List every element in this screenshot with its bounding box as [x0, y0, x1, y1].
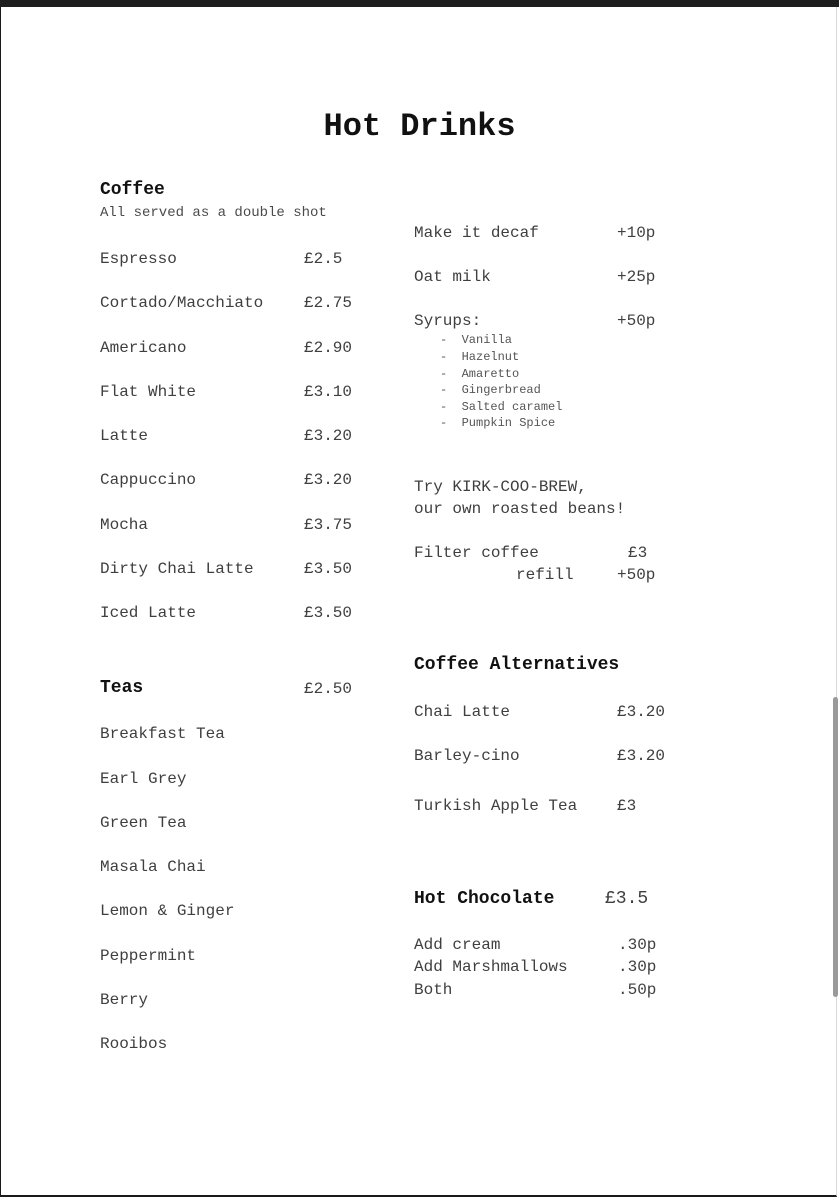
tea-item: Lemon & Ginger [100, 902, 235, 920]
menu-item-price: £3.50 [304, 560, 353, 578]
addon-price: .50p [618, 981, 657, 999]
window-top-bar [0, 0, 839, 7]
hot-chocolate-heading: Hot Chocolate [414, 889, 555, 909]
syrup-option: - Hazelnut [440, 350, 520, 364]
refill-label: refill [516, 566, 574, 584]
syrup-option: - Salted caramel [440, 400, 563, 414]
menu-item-name: Espresso [100, 250, 177, 268]
menu-item-price: £3.50 [304, 604, 353, 622]
refill-price: +50p [617, 566, 656, 584]
filter-coffee-label: Filter coffee [414, 544, 539, 562]
alternative-item-name: Barley-cino [414, 747, 520, 765]
coffee-heading: Coffee [100, 180, 165, 200]
menu-item-price: £3.75 [304, 516, 353, 534]
menu-item-name: Cortado/Macchiato [100, 294, 264, 312]
tea-item: Breakfast Tea [100, 725, 225, 743]
menu-item-price: £2.90 [304, 339, 353, 357]
extra-oat-label: Oat milk [414, 268, 491, 286]
menu-item-name: Dirty Chai Latte [100, 560, 254, 578]
menu-item-name: Iced Latte [100, 604, 197, 622]
tea-item: Earl Grey [100, 770, 187, 788]
alternative-item-price: £3 [617, 797, 637, 815]
tea-item: Rooibos [100, 1035, 168, 1053]
menu-item-price: £2.75 [304, 294, 353, 312]
tea-item: Peppermint [100, 947, 197, 965]
syrup-option: - Gingerbread [440, 383, 541, 397]
menu-item-price: £2.5 [304, 250, 343, 268]
syrup-option: - Amaretto [440, 367, 520, 381]
hot-chocolate-price: £3.5 [605, 889, 649, 909]
extra-syrups-price: +50p [617, 312, 656, 330]
addon-name: Both [414, 981, 453, 999]
promo-line-1: Try KIRK-COO-BREW, [414, 478, 587, 496]
tea-item: Berry [100, 991, 149, 1009]
extra-oat-price: +25p [617, 268, 656, 286]
menu-item-name: Latte [100, 427, 149, 445]
alternative-item-price: £3.20 [617, 747, 666, 765]
menu-item-name: Cappuccino [100, 471, 197, 489]
addon-name: Add cream [414, 936, 501, 954]
coffee-note: All served as a double shot [100, 205, 327, 221]
alternative-item-name: Turkish Apple Tea [414, 797, 578, 815]
filter-coffee-price: £3 [628, 544, 648, 562]
extra-decaf-label: Make it decaf [414, 224, 539, 242]
syrup-option: - Pumpkin Spice [440, 416, 556, 430]
tea-item: Green Tea [100, 814, 187, 832]
menu-item-price: £3.20 [304, 427, 353, 445]
menu-item-name: Flat White [100, 383, 197, 401]
promo-line-2: our own roasted beans! [414, 500, 626, 518]
alternatives-heading: Coffee Alternatives [414, 655, 620, 675]
addon-name: Add Marshmallows [414, 958, 568, 976]
tea-item: Masala Chai [100, 858, 206, 876]
menu-item-price: £3.20 [304, 471, 353, 489]
addon-price: .30p [618, 958, 657, 976]
extra-decaf-price: +10p [617, 224, 656, 242]
teas-heading: Teas [100, 678, 144, 698]
teas-price: £2.50 [304, 680, 353, 698]
menu-item-name: Americano [100, 339, 187, 357]
addon-price: .30p [618, 936, 657, 954]
alternative-item-price: £3.20 [617, 703, 666, 721]
menu-item-name: Mocha [100, 516, 149, 534]
scrollbar-thumb[interactable] [833, 697, 838, 997]
alternative-item-name: Chai Latte [414, 703, 511, 721]
menu-item-price: £3.10 [304, 383, 353, 401]
page-title: Hot Drinks [323, 108, 516, 145]
syrup-option: - Vanilla [440, 333, 513, 347]
extra-syrups-label: Syrups: [414, 312, 482, 330]
